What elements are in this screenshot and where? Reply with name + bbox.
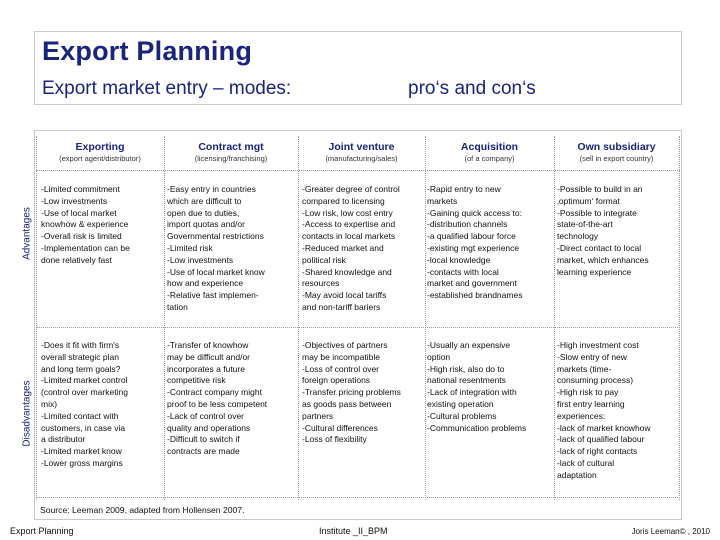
cell-advantages-exporting [41, 184, 130, 267]
footer-center: Institute _II_BPM [319, 526, 388, 536]
cell-line: -Relative fast implemen- [167, 290, 259, 301]
cell-line: -contacts with local [427, 266, 499, 277]
cell-line: foreign operations [302, 375, 371, 386]
cell-line: -Low investments [41, 195, 108, 206]
cell-line: -Reduced market and [302, 242, 384, 253]
column-header-subtitle: (sell in export country) [579, 154, 654, 163]
column-rule [298, 136, 299, 500]
cell-line: partners [302, 410, 334, 421]
cell-line: existing operation [427, 398, 494, 409]
cell-line: first entry learning [557, 398, 625, 409]
cell-line: -Easy entry in countries [167, 184, 256, 194]
cell-line: proof to be less competent [167, 398, 268, 409]
column-header-own-subsidiary [554, 141, 679, 164]
cell-line: mix) [41, 398, 58, 409]
cell-line: compared to licensing [302, 195, 385, 206]
cell-line: -Possible to build in an [557, 184, 643, 194]
cell-line: -lack of qualified labour [557, 434, 645, 445]
cell-line: a distributor [41, 434, 86, 445]
cell-line: markets (time- [557, 363, 612, 374]
cell-line: competitive risk [167, 375, 226, 386]
cell-line: -Transfer of knowhow [167, 340, 249, 350]
column-header-title: Contract mgt [198, 141, 264, 153]
cell-line: -Limited risk [167, 242, 213, 253]
cell-line: -Limited market know [41, 446, 122, 457]
column-rule [679, 136, 680, 500]
row-label-advantages: Advantages [21, 207, 33, 260]
cell-line: -Shared knowledge and [302, 266, 392, 277]
column-header-joint-venture [298, 141, 425, 164]
cell-disadvantages-joint-venture [302, 340, 401, 446]
cell-line: (control over marketing [41, 387, 128, 398]
cell-line: -Difficult to switch if [167, 434, 240, 445]
column-rule [554, 136, 555, 500]
column-header-subtitle: (export agent/distributor) [59, 154, 141, 163]
cell-line: import quotas and/or [167, 219, 245, 230]
column-rule [164, 136, 165, 500]
column-header-subtitle: (manufacturing/sales) [325, 154, 398, 163]
cell-line: resources [302, 278, 340, 289]
cell-line: consuming process) [557, 375, 634, 386]
cell-line: -Greater degree of control [302, 184, 400, 194]
cell-line: -Limited market control [41, 375, 128, 386]
cell-line: may be incompatible [302, 351, 380, 362]
cell-line: experiences: [557, 410, 606, 421]
cell-line: -Overall risk is limited [41, 231, 122, 242]
cell-line: -Transfer pricing problems [302, 387, 401, 398]
cell-line: -Low risk, low cost entry [302, 207, 393, 218]
cell-line: overall strategic plan [41, 351, 119, 362]
column-header-exporting [36, 141, 164, 164]
cell-line: may be difficult and/or [167, 351, 250, 362]
page-subtitle [42, 78, 536, 100]
table-bottom-rule [36, 497, 680, 498]
cell-line: national resentments [427, 375, 506, 386]
cell-line: -Limited contact with [41, 410, 119, 421]
subtitle-right: pro‘s and con‘s [408, 78, 536, 99]
cell-line: -Lack of integration with [427, 387, 517, 398]
cell-line: markets [427, 195, 458, 206]
cell-line: -Lower gross margins [41, 457, 123, 468]
cell-line: tation [167, 301, 188, 312]
source-note: Source: Leeman 2009, adapted from Hollensen 2007. [40, 505, 245, 515]
cell-disadvantages-own-subsidiary [557, 340, 651, 482]
cell-line: open due to duties, [167, 207, 240, 218]
cell-line: which are difficult to [167, 195, 242, 206]
cell-line: -Cultural differences [302, 422, 378, 433]
cell-line: customers, in case via [41, 422, 126, 433]
cell-disadvantages-exporting [41, 340, 128, 470]
column-header-title: Acquisition [460, 141, 519, 153]
cell-line: Governmental restrictions [167, 231, 264, 242]
cell-line: -Gaining quick access to: [427, 207, 522, 218]
cell-line: state-of-the-art [557, 219, 613, 230]
cell-line: market, which enhances [557, 254, 649, 265]
cell-line: -Objectives of partners [302, 340, 388, 350]
cell-line: -Direct contact to local [557, 242, 642, 253]
cell-line: -Usually an expensive [427, 340, 511, 350]
cell-line: -High investment cost [557, 340, 639, 350]
cell-line: option [427, 351, 451, 362]
cell-line: contacts in local markets [302, 231, 396, 242]
cell-line: -High risk to pay [557, 387, 619, 398]
cell-line: how and experience [167, 278, 244, 289]
subtitle-left: Export market entry – modes: [42, 78, 292, 99]
cell-line: -a qualified labour force [427, 231, 516, 242]
cell-line: -Lack of control over [167, 410, 245, 421]
cell-line: contracts are made [167, 446, 240, 457]
cell-line: incorporates a future [167, 363, 245, 374]
cell-line: adaptation [557, 469, 597, 480]
column-header-subtitle: (licensing/franchising) [194, 154, 268, 163]
cell-line: done relatively fast [41, 254, 112, 265]
footer-right: Joris Leeman© , 2010 [631, 527, 710, 536]
cell-line: as goods pass between [302, 398, 392, 409]
cell-line: knowhow & experience [41, 219, 129, 230]
cell-line: -lack of market knowhow [557, 422, 651, 433]
cell-line: -lack of cultural [557, 457, 615, 468]
cell-line: -Use of local market know [167, 266, 265, 277]
cell-disadvantages-acquisition [427, 340, 526, 434]
cell-line: -lack of right contacts [557, 446, 638, 457]
cell-line: -Use of local market [41, 207, 117, 218]
cell-line: quality and operations [167, 422, 251, 433]
cell-line: -Possible to integrate [557, 207, 637, 218]
cell-line: and non-tariff bariers [302, 301, 381, 312]
header-row-rule [36, 170, 680, 171]
cell-line: -Communication problems [427, 422, 527, 433]
cell-line: -Rapid entry to new [427, 184, 501, 194]
cell-line: -distribution channels [427, 219, 508, 230]
column-header-title: Exporting [75, 141, 125, 153]
column-header-title: Joint venture [328, 141, 395, 153]
cell-line: ‚optimum‘ format [557, 195, 620, 206]
row-label-disadvantages: Disadvantages [21, 380, 33, 447]
cell-line: -High risk, also do to [427, 363, 505, 374]
cell-line: political risk [302, 254, 346, 265]
cell-line: -Limited commitment [41, 184, 120, 194]
cell-advantages-joint-venture [302, 184, 400, 314]
page-title: Export Planning [42, 36, 253, 66]
cell-line: -Does it fit with firm's [41, 340, 120, 350]
advantages-row-rule [36, 327, 680, 328]
column-rule [36, 136, 37, 500]
cell-line: -Loss of flexibility [302, 434, 367, 445]
cell-advantages-own-subsidiary [557, 184, 649, 278]
column-header-acquisition [425, 141, 554, 164]
footer-left: Export Planning [10, 526, 74, 536]
cell-line: -Contract company might [167, 387, 262, 398]
cell-line: -local knowledge [427, 254, 491, 265]
cell-line: -Cultural problems [427, 410, 497, 421]
cell-line: -existing mgt experience [427, 242, 520, 253]
column-header-subtitle: (of a company) [464, 154, 515, 163]
cell-advantages-contract-mgt [167, 184, 265, 314]
cell-line: -Slow entry of new [557, 351, 627, 362]
cell-line: -Low investments [167, 254, 234, 265]
column-header-title: Own subsidiary [577, 141, 656, 153]
cell-line: and long term goals? [41, 363, 121, 374]
cell-line: technology [557, 231, 599, 242]
column-rule [425, 136, 426, 500]
cell-line: -May avoid local tariffs [302, 290, 387, 301]
cell-line: -Loss of control over [302, 363, 380, 374]
cell-line: -Access to expertise and [302, 219, 396, 230]
column-header-contract-mgt [164, 141, 298, 164]
cell-disadvantages-contract-mgt [167, 340, 267, 458]
cell-line: -Implementation can be [41, 242, 130, 253]
cell-line: market and government [427, 278, 517, 289]
cell-line: learning experience [557, 266, 632, 277]
cell-line: -established brandnames [427, 290, 523, 301]
cell-advantages-acquisition [427, 184, 522, 302]
